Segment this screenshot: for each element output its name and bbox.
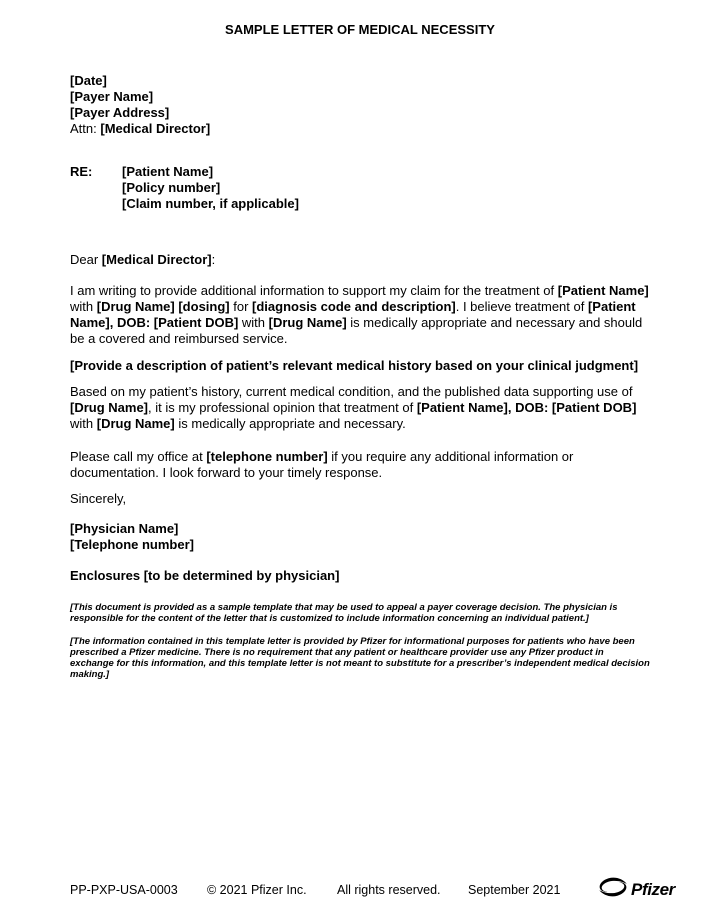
medical-history-placeholder: [Provide a description of patient’s relevant medical history based on your clinical judgment] <box>70 358 639 373</box>
professional-opinion-paragraph: Based on my patient’s history, current medical condition, and the published data supporting use of [Drug Name], it is my professional opinion that treatment of [Patient Name], DOB: [Patient DOB] with [Drug Name] is medically appropriate and necessary. <box>70 384 637 431</box>
recipient-block <box>70 73 650 137</box>
disclaimer-sample-template: [This document is provided as a sample template that may be used to appeal a payer coverage decision. The physician is responsible for the content of the letter that is customized to include information concerning an individual patient.] <box>70 602 618 624</box>
date-placeholder: [Date] <box>70 73 107 88</box>
re-item-patient-name: [Patient Name] <box>122 164 214 179</box>
enclosures-line: Enclosures [to be determined by physician] <box>70 568 340 583</box>
signature-block <box>70 521 650 553</box>
re-items <box>122 164 650 212</box>
re-item-claim-number: [Claim number, if applicable] <box>122 196 299 211</box>
re-block <box>70 164 650 212</box>
re-item-policy-number: [Policy number] <box>122 180 221 195</box>
closing: Sincerely, <box>70 491 127 506</box>
salutation: Dear [Medical Director]: <box>70 252 216 267</box>
re-label: RE: <box>70 164 93 179</box>
contact-paragraph: Please call my office at [telephone number] if you require any additional information or documentation. I look forward to your timely response. <box>70 449 574 480</box>
footer-date: September 2021 <box>468 883 561 897</box>
letter-title: SAMPLE LETTER OF MEDICAL NECESSITY <box>225 22 495 37</box>
payer-address-placeholder: [Payer Address] <box>70 105 170 120</box>
pfizer-logo <box>598 876 675 898</box>
pfizer-wordmark: Pfizer <box>631 880 675 899</box>
pfizer-helix-icon <box>598 876 628 898</box>
disclaimer-pfizer-information: [The information contained in this template letter is provided by Pfizer for informational purposes for patients who have been prescribed a Pfizer medicine. There is no requirement that any patient or healthcare provider use any Pfizer product in exchange for this information, and this template letter is not meant to substitute for a prescriber’s independent medical decision making.] <box>70 636 650 680</box>
physician-name-placeholder: [Physician Name] <box>70 521 179 536</box>
payer-name-placeholder: [Payer Name] <box>70 89 154 104</box>
telephone-number-placeholder: [Telephone number] <box>70 537 194 552</box>
copyright-text: © 2021 Pfizer Inc. <box>207 883 307 897</box>
document-code: PP-PXP-USA-0003 <box>70 883 178 897</box>
rights-text: All rights reserved. <box>337 883 441 897</box>
claim-support-paragraph: I am writing to provide additional information to support my claim for the treatment of [Patient Name] with [Drug Name] [dosing] for [diagnosis code and description]. I believe treatment of [Patient Name], DOB: [Patient DOB] with [Drug Name] is medically appropriate and necessary and should be a covered and reimbursed service. <box>70 283 649 346</box>
attn-line: Attn: [Medical Director] <box>70 121 211 136</box>
